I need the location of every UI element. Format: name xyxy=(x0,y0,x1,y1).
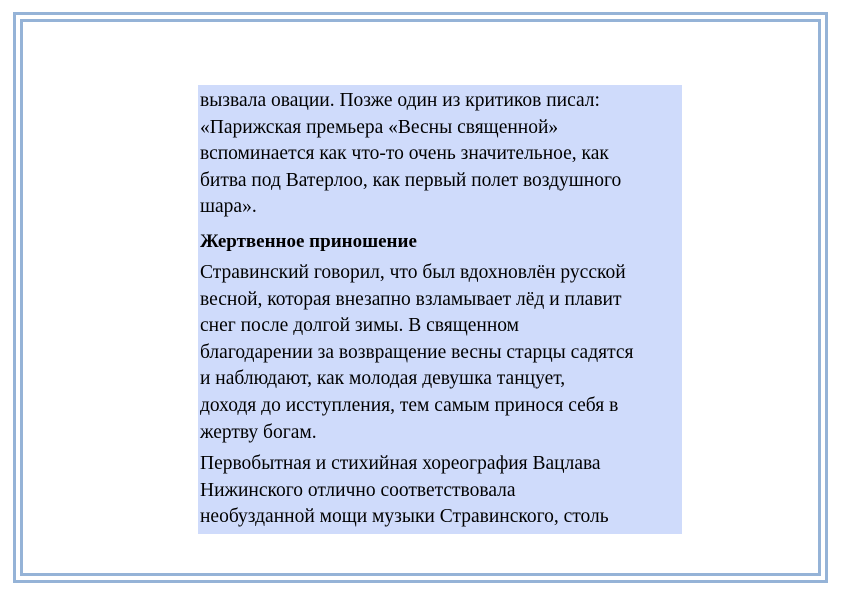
text-line: весной, которая внезапно взламывает лёд и плавит xyxy=(200,288,622,310)
text-line: шара». xyxy=(200,196,257,218)
text-line: Первобытная и стихийная хореография Вацлава xyxy=(200,453,601,475)
section-heading: Жертвенное приношение xyxy=(200,230,417,252)
text-line: доходя до исступления, тем самым принося себя в xyxy=(200,394,619,416)
text-line: и наблюдают, как молодая девушка танцует, xyxy=(200,368,566,390)
text-line: вспоминается как что-то очень значительное, как xyxy=(200,143,609,165)
paragraph-2 xyxy=(200,260,680,446)
text-line: вызвала овации. Позже один из критиков писал: xyxy=(200,90,600,111)
paragraph-1 xyxy=(200,88,680,221)
text-line: благодарении за возвращение весны старцы садятся xyxy=(200,341,634,363)
text-line: битва под Ватерлоо, как первый полет воздушного xyxy=(200,169,622,191)
text-line: Стравинский говорил, что был вдохновлён русской xyxy=(200,261,626,283)
text-line: Нижинского отлично соответствовала xyxy=(200,479,516,501)
text-line: жертву богам. xyxy=(200,421,317,443)
text-block xyxy=(198,85,682,534)
text-line: снег после долгой зимы. В священном xyxy=(200,315,519,337)
text-line: «Парижская премьера «Весны священной» xyxy=(200,116,559,138)
paragraph-3 xyxy=(200,451,680,531)
text-line: необузданной мощи музыки Стравинского, столь xyxy=(200,506,609,528)
